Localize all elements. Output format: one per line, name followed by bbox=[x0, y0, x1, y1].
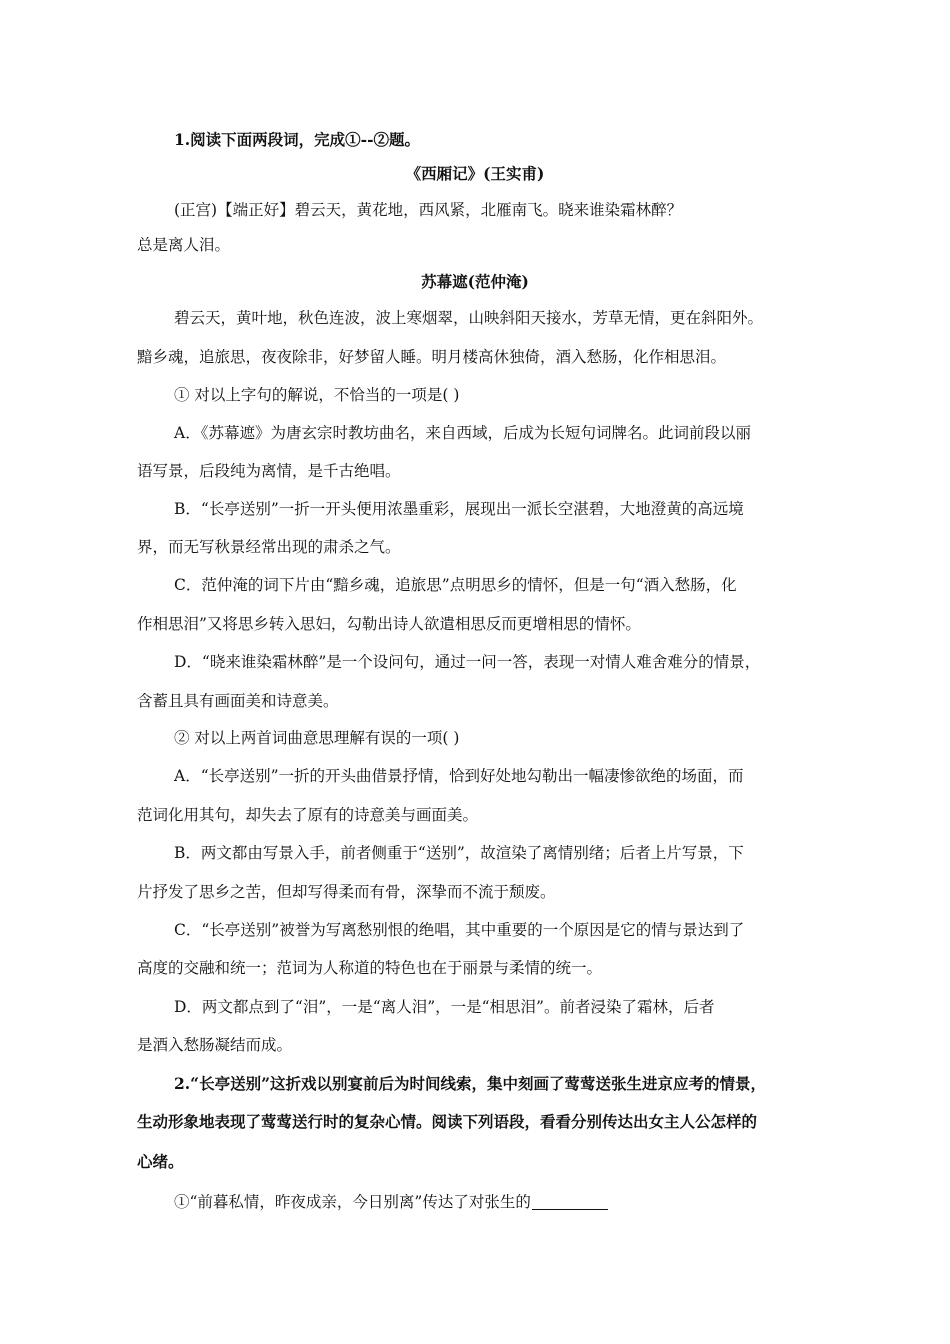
sub1-option-d: D．“晓来谁染霜林醉”是一个设问句，通过一问一答，表现一对情人难舍难分的情景， bbox=[174, 653, 761, 671]
sub2-option-c-cont: 高度的交融和统一；范词为人称道的特色也在于丽景与柔情的统一。 bbox=[137, 959, 603, 977]
sub1-option-b: B．“长亭送别”一折一开头便用浓墨重彩，展现出一派长空湛碧，大地澄黄的高远境 bbox=[174, 500, 744, 518]
poem1-line: 总是离人泪。 bbox=[137, 236, 231, 254]
poem2-line: 碧云天，黄叶地，秋色连波，波上寒烟翠，山映斜阳天接水，芳草无情，更在斜阳外。 bbox=[174, 309, 764, 327]
sub2-option-a-cont: 范词化用其句，却失去了原有的诗意美与画面美。 bbox=[137, 806, 479, 824]
sub1-option-b-cont: 界，而无写秋景经常出现的肃杀之气。 bbox=[137, 538, 401, 556]
poem1-line: (正宫)【端正好】碧云天，黄花地，西风紧，北雁南飞。晓来谁染霜林醉？ bbox=[174, 201, 683, 219]
poem1-title: 《西厢记》(王实甫) bbox=[405, 164, 545, 183]
sub2-option-d-cont: 是酒入愁肠凝结而成。 bbox=[137, 1036, 293, 1054]
q2-item-1 bbox=[174, 1192, 608, 1212]
poem2-title: 苏幕遮(范仲淹) bbox=[421, 272, 529, 291]
sub1-option-d-cont: 含蓄且具有画面美和诗意美。 bbox=[137, 692, 339, 710]
sub2-option-a: A．“长亭送别”一折的开头曲借景抒情，恰到好处地勾勒出一幅凄惨欲绝的场面，而 bbox=[174, 767, 744, 785]
q2-heading-cont: 生动形象地表现了莺莺送行时的复杂心情。阅读下列语段，看看分别传达出女主人公怎样的 bbox=[137, 1112, 758, 1131]
q2-item-1-text: ①“前暮私情，昨夜成亲，今日别离”传达了对张生的 bbox=[174, 1193, 531, 1211]
sub1-stem: ① 对以上字句的解说，不恰当的一项是( ) bbox=[174, 386, 460, 404]
sub2-option-b-cont: 片抒发了思乡之苦，但却写得柔而有骨，深挚而不流于颓废。 bbox=[137, 883, 556, 901]
answer-blank[interactable] bbox=[532, 1193, 608, 1210]
sub2-option-d: D．两文都点到了“泪”，一是“离人泪”，一是“相思泪”。前者浸染了霜林，后者 bbox=[174, 998, 715, 1016]
q2-heading-cont: 心绪。 bbox=[137, 1152, 184, 1171]
poem2-line: 黯乡魂，追旅思，夜夜除非，好梦留人睡。明月楼高休独倚，酒入愁肠，化作相思泪。 bbox=[137, 348, 727, 366]
q2-heading: 2.“长亭送别”这折戏以别宴前后为时间线索，集中刻画了莺莺送张生进京应考的情景， bbox=[174, 1074, 767, 1093]
q1-heading: 1.阅读下面两段词，完成①--②题。 bbox=[174, 130, 421, 149]
sub1-option-a: A．《苏幕遮》为唐玄宗时教坊曲名，来自西域，后成为长短句词牌名。此词前段以丽 bbox=[174, 424, 751, 442]
sub1-option-c-cont: 作相思泪”又将思乡转入思妇，勾勒出诗人欲遣相思反而更增相思的情怀。 bbox=[137, 615, 641, 633]
sub2-stem: ② 对以上两首词曲意思理解有误的一项( ) bbox=[174, 729, 460, 747]
sub1-option-a-cont: 语写景，后段纯为离情，是千古绝唱。 bbox=[137, 462, 401, 480]
sub2-option-c: C．“长亭送别”被誉为写离愁别恨的绝唱，其中重要的一个原因是它的情与景达到了 bbox=[174, 921, 745, 939]
sub1-option-c: C．范仲淹的词下片由“黯乡魂，追旅思”点明思乡的情怀，但是一句“酒入愁肠，化 bbox=[174, 576, 737, 594]
sub2-option-b: B．两文都由写景入手，前者侧重于“送别”，故渲染了离情别绪；后者上片写景，下 bbox=[174, 844, 744, 862]
